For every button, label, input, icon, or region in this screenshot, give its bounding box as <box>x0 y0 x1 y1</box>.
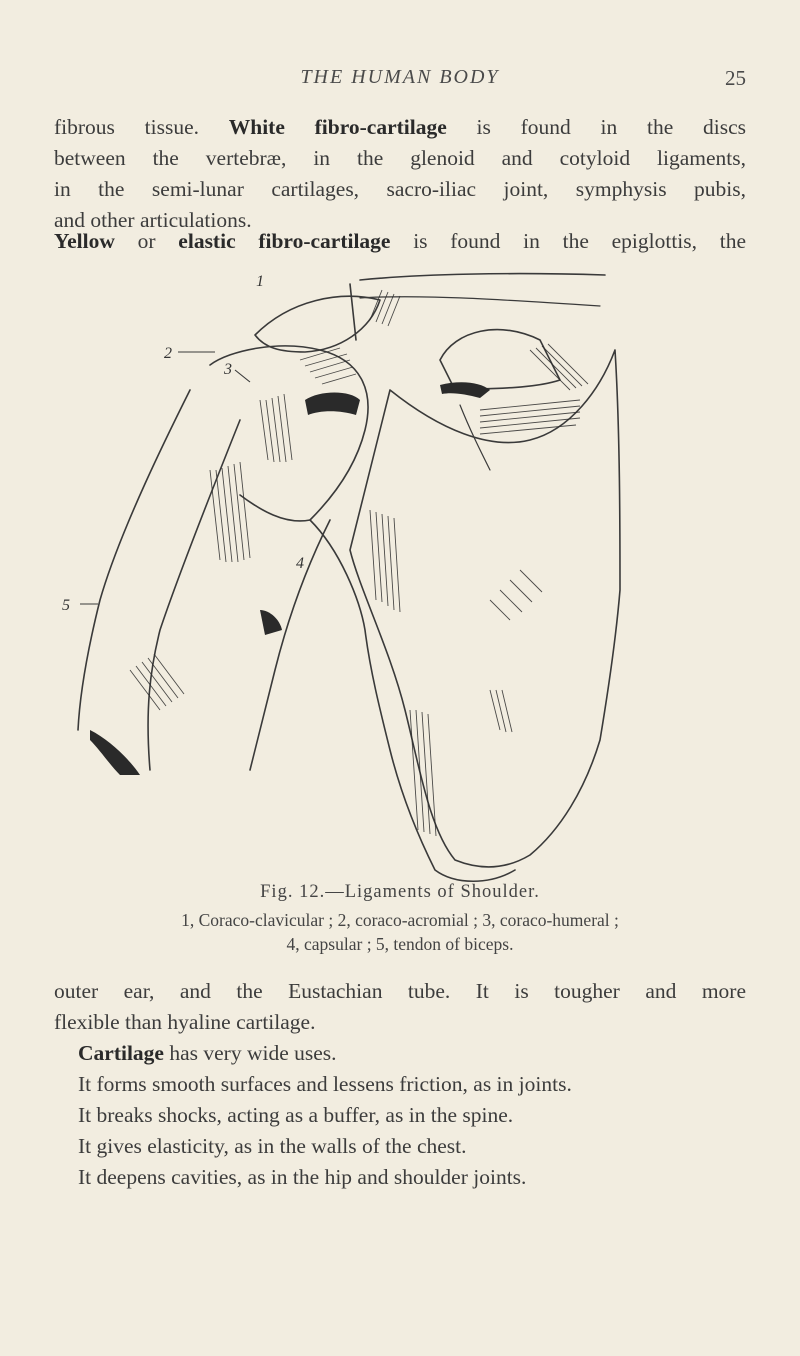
paragraph-line: It forms smooth surfaces and lessens friction, as in joints. <box>78 1072 572 1096</box>
paragraph-line: It deepens cavities, as in the hip and shoulder joints. <box>78 1165 527 1189</box>
text-run: is found in the epiglottis, the <box>390 229 746 253</box>
figure-label-5: 5 <box>62 597 70 614</box>
text-run: or <box>114 229 179 253</box>
figure-caption-legend: 4, capsular ; 5, tendon of biceps. <box>286 934 514 954</box>
paragraph-line <box>54 226 746 257</box>
coracoid-outline <box>440 330 560 390</box>
figure-label-2: 2 <box>164 345 172 362</box>
paragraph-line: in the semi-lunar cartilages, sacro-iliac joint, symphysis pubis, <box>54 177 746 201</box>
paragraph-line: and other articulations. <box>54 208 252 232</box>
page-number: 25 <box>725 66 746 90</box>
text-run: is found in the discs <box>446 115 746 139</box>
running-title: THE HUMAN BODY <box>300 66 500 88</box>
bold-term: elastic fibro-cartilage <box>178 229 391 253</box>
bold-term: Yellow <box>54 229 115 253</box>
paragraph-cartilage-uses <box>54 976 746 1193</box>
figure-caption-title: Fig. 12.—Ligaments of Shoulder. <box>260 882 540 902</box>
figure-caption-legend: 1, Coraco-clavicular ; 2, coraco-acromial ; 3, coraco-humeral ; <box>181 910 619 930</box>
ligament-band <box>305 393 360 416</box>
bold-term: Cartilage <box>78 1041 164 1065</box>
figure-label-4: 4 <box>296 555 304 572</box>
figure-label-3: 3 <box>224 361 232 378</box>
paragraph-line <box>54 112 746 143</box>
text-run: has very wide uses. <box>163 1041 337 1065</box>
acromion-outline <box>255 296 380 352</box>
text-run: fibrous tissue. <box>54 115 229 139</box>
paragraph-yellow-cartilage <box>54 226 746 257</box>
bold-term: White fibro-cartilage <box>228 115 447 139</box>
clavicle-outline <box>360 274 605 280</box>
paragraph-line: It gives elasticity, as in the walls of the chest. <box>78 1134 467 1158</box>
figure-label-1: 1 <box>256 273 264 290</box>
paragraph-line: flexible than hyaline cartilage. <box>54 1010 316 1034</box>
shoulder-ligaments-illustration <box>60 270 640 890</box>
page-header <box>0 66 800 96</box>
paragraph-line: It breaks shocks, acting as a buffer, as in the spine. <box>78 1103 514 1127</box>
paragraph-line: outer ear, and the Eustachian tube. It is tougher and more <box>54 979 746 1003</box>
paragraph-fibrous-tissue <box>54 112 746 236</box>
paragraph-line: between the vertebræ, in the glenoid and cotyloid ligaments, <box>54 146 746 170</box>
paragraph-line <box>54 1038 746 1069</box>
